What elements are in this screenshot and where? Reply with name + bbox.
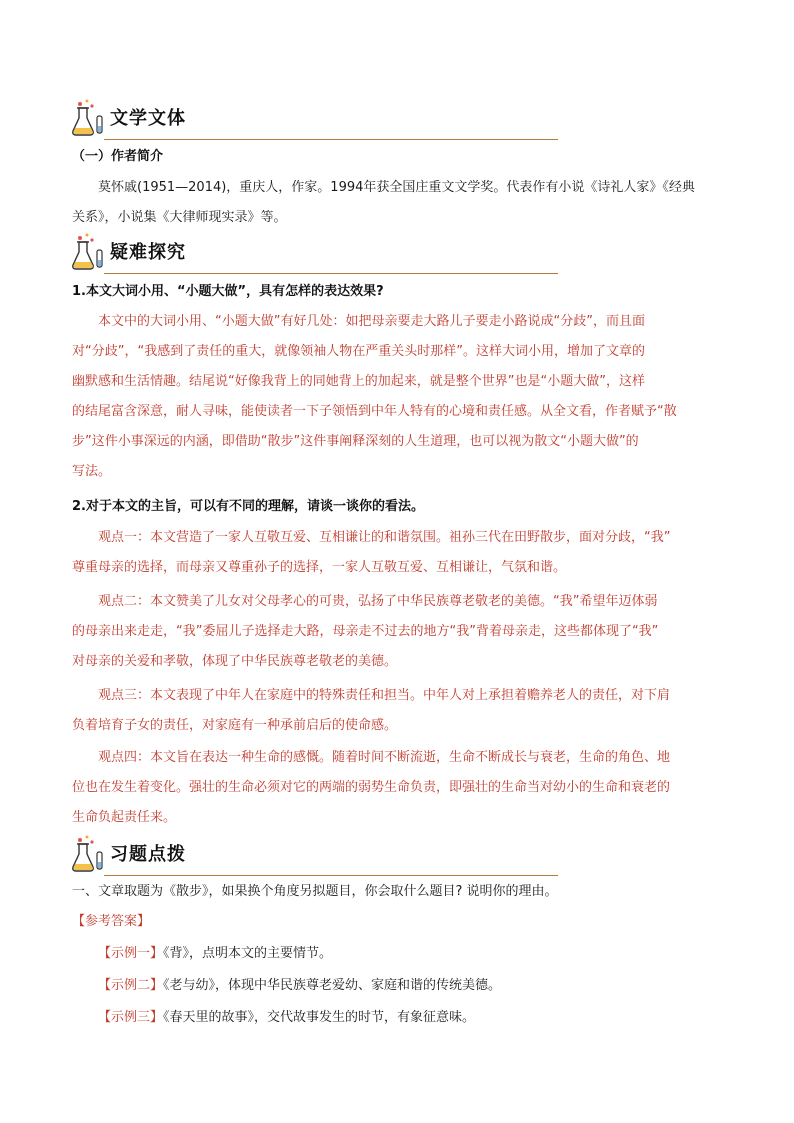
section-header-inquiry <box>70 232 558 276</box>
example-2 <box>98 976 501 996</box>
viewpoint-3-line: 负着培育子女的责任，对家庭有一种承前启后的使命感。 <box>72 718 398 733</box>
author-heading: （一）作者简介 <box>72 149 164 164</box>
example-1 <box>98 944 332 964</box>
example-tag: 【示例三】 <box>98 1010 164 1025</box>
example-text: 《老与幼》，体现中华民族尊老爱幼、家庭和谐的传统美德。 <box>163 978 502 993</box>
section-header-literature <box>70 98 558 142</box>
section-title: 文学文体 <box>110 108 186 129</box>
author-paragraph-line: 关系》，小说集《大律师现实录》等。 <box>72 210 287 225</box>
viewpoint-2-line: 的母亲出来走走，“我”委屈儿子选择走大路，母亲走不过去的地方“我”背着母亲走，这些都体现了“我” <box>72 624 659 639</box>
flask-icon <box>70 98 106 138</box>
section-title: 疑难探究 <box>110 242 186 263</box>
viewpoint-1-line: 观点一：本文营造了一家人互敬互爱、互相谦让的和谐氛围。祖孙三代在田野散步，面对分歧，“我” <box>98 530 671 545</box>
viewpoint-1-line: 尊重母亲的选择，而母亲又尊重孙子的选择，一家人互敬互爱、互相谦让，气氛和谐。 <box>72 560 567 575</box>
section-header-exercises <box>70 834 558 878</box>
viewpoint-4-line: 生命负起责任来。 <box>72 810 177 825</box>
viewpoint-4-line: 位也在发生着变化。强壮的生命必须对它的两端的弱势生命负责，即强壮的生命当对幼小的生命和衰老的 <box>72 780 671 795</box>
answer-1-line: 步”这件小事深远的内涵，即借助“散步”这件事阐释深刻的人生道理，也可以视为散文“小题大做”的 <box>72 434 639 449</box>
author-paragraph-line: 莫怀戚(1951—2014)，重庆人，作家。1994年获全国庄重文文学奖。代表作有小说《诗礼人家》《经典 <box>98 180 695 195</box>
flask-icon <box>70 232 106 272</box>
viewpoint-3-line: 观点三：本文表现了中年人在家庭中的特殊责任和担当。中年人对上承担着赡养老人的责任，对下肩 <box>98 688 671 703</box>
answer-1-line: 的结尾富含深意，耐人寻味，能使读者一下子领悟到中年人特有的心境和责任感。从全文看，作者赋予“散 <box>72 404 677 419</box>
example-text: 《春天里的故事》，交代故事发生的时节，有象征意味。 <box>163 1010 476 1025</box>
example-tag: 【示例一】 <box>98 946 164 961</box>
section-rule <box>104 139 558 140</box>
question-2: 2.对于本文的主旨，可以有不同的理解，请谈一谈你的看法。 <box>72 499 424 514</box>
question-1: 1.本文大词小用、“小题大做”，具有怎样的表达效果? <box>72 284 384 299</box>
section-rule <box>104 273 558 274</box>
section-rule <box>104 875 558 876</box>
viewpoint-2-line: 对母亲的关爱和孝敬，体现了中华民族尊老敬老的美德。 <box>72 654 398 669</box>
answer-label: 【参考答案】 <box>72 914 151 929</box>
flask-icon <box>70 834 106 874</box>
example-3 <box>98 1008 475 1028</box>
answer-1-line: 写法。 <box>72 464 112 479</box>
example-text: 《背》，点明本文的主要情节。 <box>163 946 333 961</box>
viewpoint-4-line: 观点四：本文旨在表达一种生命的感慨。随着时间不断流逝，生命不断成长与衰老，生命的角色、地 <box>98 750 671 765</box>
section-title: 习题点拨 <box>110 844 186 865</box>
answer-1-line: 本文中的大词小用、“小题大做”有好几处：如把母亲要走大路儿子要走小路说成“分歧”，而且面 <box>98 314 645 329</box>
exercise-question: 一、文章取题为《散步》，如果换个角度另拟题目，你会取什么题目? 说明你的理由。 <box>72 884 558 899</box>
answer-1-line: 对“分歧”，“我感到了责任的重大，就像领袖人物在严重关头时那样”。这样大词小用，增加了文章的 <box>72 344 645 359</box>
answer-1-line: 幽默感和生活情趣。结尾说“好像我背上的同她背上的加起来，就是整个世界”也是“小题大做”，这样 <box>72 374 645 389</box>
viewpoint-2-line: 观点二：本文赞美了儿女对父母孝心的可贵，弘扬了中华民族尊老敬老的美德。“我”希望年迈体弱 <box>98 594 658 609</box>
example-tag: 【示例二】 <box>98 978 164 993</box>
